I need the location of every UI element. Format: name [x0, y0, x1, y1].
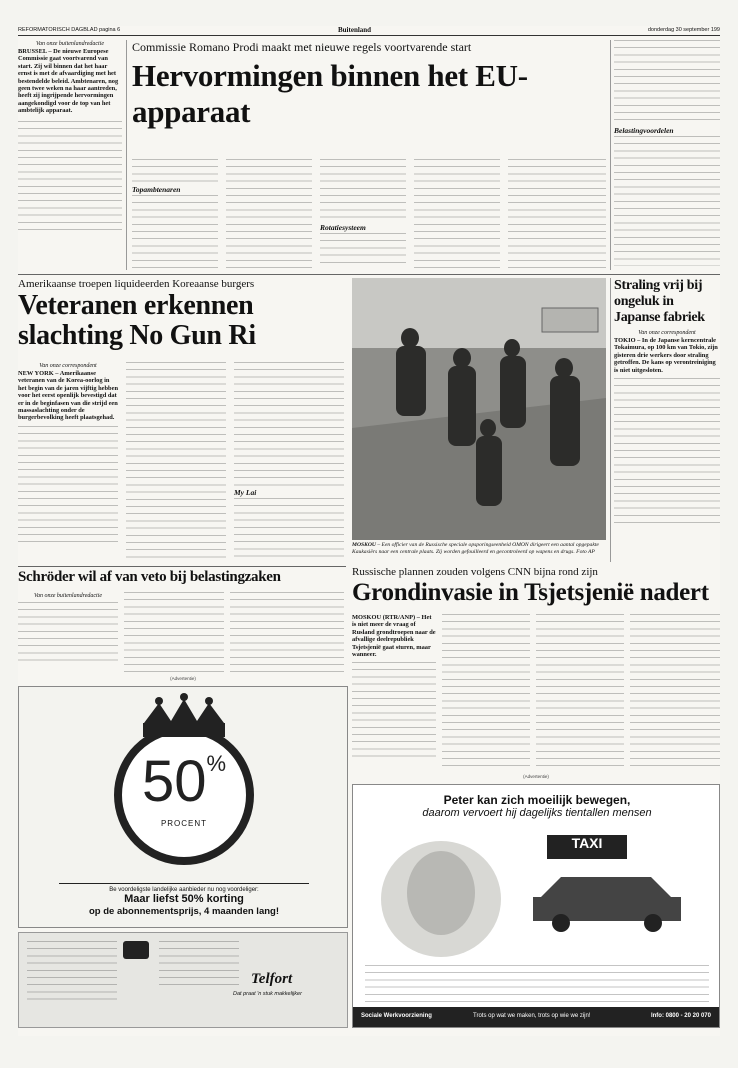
nogunri-col-3-text-a — [234, 362, 344, 486]
schroder-col-2 — [124, 592, 224, 672]
eu-body-text — [18, 121, 122, 231]
photo-caption: MOSKOU – Een officier van de Russische speciale opsporingseenheid OMON dirigeert een aantal opgepakte Kaukasiërs naar een centrale plaats. Zij worden gefouilleerd en gecontroleerd op wapens en drugs. Foto AP — [352, 542, 599, 555]
telfort-logo-badge — [123, 941, 149, 959]
nogunri-byline: Van onze correspondent — [39, 363, 97, 369]
telfort-offer-text — [159, 941, 239, 985]
eu-dateline: BRUSSEL — [18, 48, 47, 55]
eu-col-3 — [320, 159, 406, 271]
taxi-ad-footer — [353, 1007, 719, 1027]
discount-text — [59, 883, 309, 917]
footer-phone: Info: 0800 - 20 20 070 — [650, 1013, 711, 1019]
section-title: Buitenland — [338, 26, 372, 34]
nogunri-col-3 — [234, 362, 344, 562]
footer-slogan: Trots op wat we maken, trots op wie we zijn! — [473, 1013, 591, 1019]
eu-col-1 — [132, 159, 218, 271]
nogunri-col-3-text-b — [234, 498, 344, 558]
discount-advertisement — [18, 686, 348, 928]
chechnya-col-1 — [352, 614, 436, 770]
taxi-advertisement — [352, 784, 720, 1028]
page-header — [18, 26, 720, 36]
ad-label: (Advertentie) — [523, 774, 549, 779]
caption-text: Een officier van de Russische speciale opsporingseenheid OMON dirigeert een aantal opgepakte Kaukasiërs naar een centrale plaats. Zij worden gefouilleerd en gecontroleerd op wapens en drugs. — [352, 542, 599, 555]
nogunri-intro: NEW YORK – Amerikaanse veteranen van de Korea-oorlog in het begin van de jaren vijftig hebben voor het eerst openlijk bevestigd dat er in de beginfasen van die strijd een massaslachting onder de burgerbevolking heeft plaatsgehad. — [18, 370, 119, 422]
nogunri-col-1 — [18, 362, 118, 562]
eu-col-3-text-b — [320, 233, 406, 269]
taxi-ad-body-text — [365, 965, 709, 1005]
section-rule — [18, 274, 720, 275]
eu-byline: Van onze buitenlandredactie — [35, 41, 105, 47]
japan-body-text — [614, 378, 720, 528]
chechnya-intro: MOSKOU (RTR/ANP) – Het is niet meer de vraag of Rusland grondtroepen naar de afvallige deelrepubliek Tsjetsjenië gaat sturen, maar wanneer. — [352, 614, 436, 659]
telfort-slogan: Dat praat 'n stuk makkelijker — [233, 991, 302, 997]
chechnya-headline: Grondinvasie in Tsjetsjenië nadert — [352, 579, 709, 606]
eu-body-columns — [132, 159, 606, 271]
right-col-text-a — [614, 40, 720, 124]
discount-line-2: Maar liefst 50% korting — [124, 893, 244, 905]
newspaper-name: REFORMATORISCH DAGBLAD pagina 6 — [18, 27, 121, 33]
ad-label: (Advertentie) — [170, 676, 196, 681]
section-rule — [18, 566, 346, 567]
nogunri-headline-2: slachting No Gun Ri — [18, 320, 256, 351]
nogunri-subhead-mylai: My Lai — [234, 488, 257, 497]
discount-number: 50 — [141, 749, 207, 814]
right-column — [614, 40, 720, 270]
eu-intro-text: De nieuwe Europese Commissie gaat voortvarend van start. Zij wil binnen dat het haar ernst is met de afvaardiging met het bestendelde beleid. Ambtenaren, nog geen twee weken na haar aantreden, heeft zij ingrijpende hervormingen aangekondigd voor de top van het ambtelijk apparaat. — [18, 48, 119, 115]
schroder-col-3 — [230, 592, 344, 672]
nogunri-col-1-text — [18, 426, 118, 546]
column-rule — [610, 278, 611, 562]
right-col-text-b — [614, 136, 720, 266]
discount-line-1: Be voordeligste landelijke aanbieder nu nog voordeliger: — [109, 887, 259, 893]
schroder-headline-block — [18, 569, 348, 587]
discount-word: PROCENT — [160, 819, 208, 828]
chechnya-kicker: Russische plannen zouden volgens CNN bijna rond zijn — [352, 566, 598, 578]
chechnya-col-1-text — [352, 662, 436, 762]
schroder-byline: Van onze buitenlandredactie — [33, 593, 103, 599]
eu-col-3-text-a — [320, 159, 406, 221]
eu-subhead-topambtenaren: Topambtenaren — [132, 185, 181, 194]
eu-intro-column — [18, 40, 122, 270]
eu-headline: Hervormingen binnen het EU-apparaat — [132, 58, 528, 129]
newspaper-page — [18, 26, 720, 1036]
news-photo — [352, 278, 606, 540]
eu-col-1-text-a — [132, 159, 218, 183]
caption-dateline: MOSKOU — [352, 542, 376, 548]
photo-credit: Foto AP — [576, 548, 595, 555]
telfort-advertisement — [18, 932, 348, 1028]
chechnya-col-3 — [536, 614, 624, 770]
taxi-sign: TAXI — [571, 835, 603, 851]
taxi-ad-subheadline: daarom vervoert hij dagelijks tientallen mensen — [422, 807, 652, 819]
japan-intro: TOKIO – In de Japanse kerncentrale Tokaimura, op 100 km van Tokio, zijn gisteren drie werkers door straling getroffen. De kans op verontreiniging is niet uitgesloten. — [614, 337, 718, 374]
chechnya-col-4 — [630, 614, 720, 770]
taxi-ad-illustration — [361, 827, 713, 957]
nogunri-col-2 — [126, 362, 226, 562]
nogunri-headline-block — [18, 278, 348, 351]
discount-line-3: op de abonnementsprijs, 4 maanden lang! — [88, 906, 280, 917]
japan-byline: Van onze correspondent — [638, 330, 696, 336]
photo-caption-block — [352, 542, 606, 564]
eu-kicker: Commissie Romano Prodi maakt met nieuwe regels voortvarende start — [132, 40, 472, 54]
nogunri-kicker: Amerikaanse troepen liquideerden Koreaanse burgers — [18, 278, 255, 290]
telfort-features-list — [27, 941, 117, 1005]
eu-col-5 — [508, 159, 606, 271]
eu-intro: BRUSSEL – De nieuwe Europese Commissie gaat voortvarend van start. Zij wil binnen dat het haar ernst is met de afvaardiging met het bestendelde beleid. Ambtenaren, nog geen twee weken na haar aantreden, heeft zij ingrijpende hervormingen aangekondigd voor de top van het ambtelijk apparaat. — [18, 48, 119, 115]
discount-percent: % — [206, 751, 227, 776]
column-rule — [610, 40, 611, 270]
telfort-brand: Telfort — [251, 971, 293, 987]
chechnya-headline-block — [352, 566, 720, 610]
eu-col-2 — [226, 159, 312, 271]
discount-figure — [129, 751, 239, 813]
schroder-col-1 — [18, 592, 118, 672]
chechnya-col-2 — [442, 614, 530, 770]
eu-subhead-rotatiesysteem: Rotatiesysteem — [320, 223, 366, 232]
nogunri-headline-1: Veteranen erkennen — [18, 290, 254, 321]
schroder-col-1-text — [18, 602, 118, 664]
taxi-ad-headline: Peter kan zich moeilijk bewegen, — [443, 793, 631, 807]
eu-headline-block — [132, 40, 606, 129]
schroder-headline: Schröder wil af van veto bij belastingzaken — [18, 569, 281, 585]
column-rule — [126, 40, 127, 270]
japan-headline: Straling vrij bij ongeluk in Japanse fabriek — [614, 278, 705, 325]
eu-col-4 — [414, 159, 500, 271]
soldiers-photo-illustration — [352, 278, 606, 540]
eu-col-1-text-b — [132, 195, 218, 269]
footer-org: Sociale Werkvoorziening — [361, 1013, 432, 1019]
issue-date: donderdag 30 september 199 — [647, 27, 720, 33]
right-col-subhead: Belastingvoordelen — [614, 126, 674, 135]
japan-article — [614, 278, 720, 562]
